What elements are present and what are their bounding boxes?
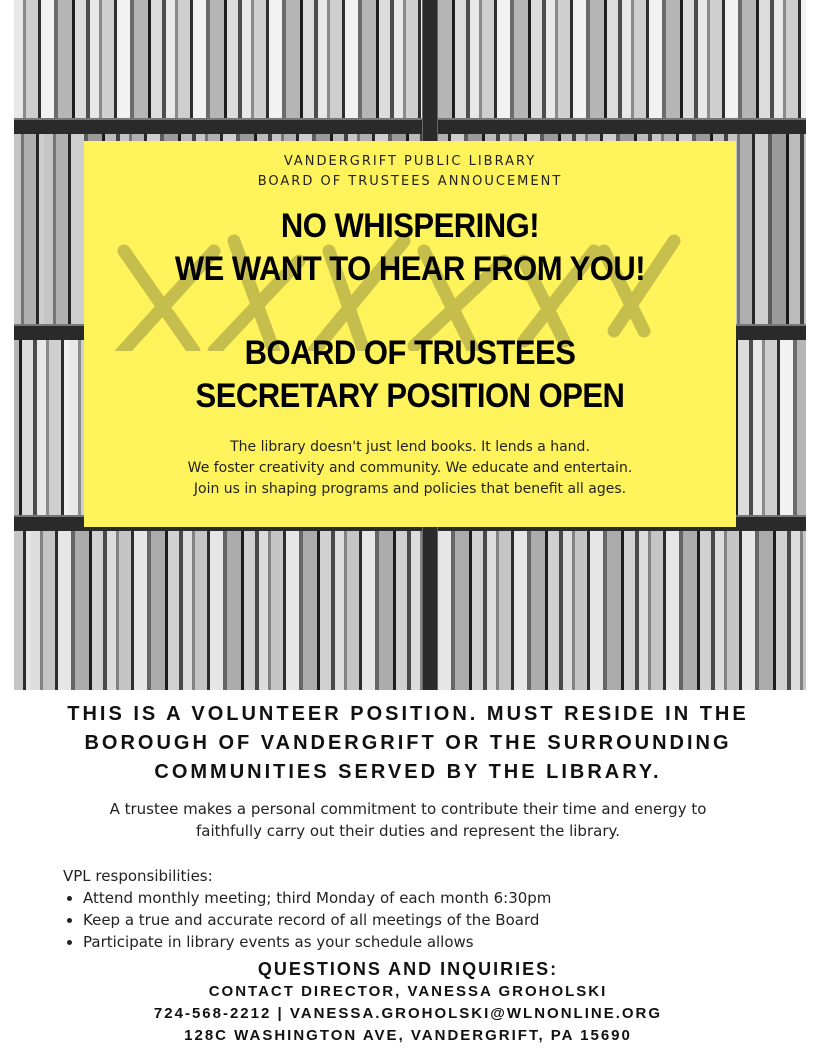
shelf-books (14, 0, 806, 118)
volunteer-line: BOROUGH OF VANDERGRIFT OR THE SURROUNDING (84, 732, 732, 754)
contact-heading: QUESTIONS AND INQUIRIES: (257, 959, 559, 979)
announcement-type: BOARD OF TRUSTEES ANNOUCEMENT (257, 174, 563, 189)
headline: WE WANT TO HEAR FROM YOU! (174, 249, 646, 288)
headline: NO WHISPERING! (280, 206, 540, 245)
card-body-line: We foster creativity and community. We educate and entertain. (187, 460, 633, 476)
contact-section (0, 957, 816, 1047)
position-title: SECRETARY POSITION OPEN (195, 376, 625, 415)
volunteer-notice (0, 700, 816, 787)
card-body-line: Join us in shaping programs and policies that benefit all ages. (193, 481, 627, 497)
contact-director: CONTACT DIRECTOR, VANESSA GROHOLSKI (208, 983, 608, 1000)
list-item: • Participate in library events as your schedule allows (83, 931, 551, 953)
list-item: • Keep a true and accurate record of all meetings of the Board (83, 909, 551, 931)
trustee-line: A trustee makes a personal commitment to contribute their time and energy to (109, 800, 707, 818)
responsibilities-title: VPL responsibilities: (63, 867, 213, 885)
contact-phone-email[interactable]: 724-568-2212 | VANESSA.GROHOLSKI@WLNONLINE.ORG (153, 1005, 663, 1022)
shelf-plank (14, 118, 806, 134)
card-body-line: The library doesn't just lend books. It lends a hand. (230, 439, 590, 455)
list-item: • Attend monthly meeting; third Monday of each month 6:30pm (83, 887, 551, 909)
announcement-card (84, 141, 736, 527)
volunteer-line: COMMUNITIES SERVED BY THE LIBRARY. (154, 761, 662, 783)
trustee-line: faithfully carry out their duties and represent the library. (195, 822, 620, 840)
responsibilities-list (63, 887, 551, 953)
trustee-description (0, 798, 816, 842)
contact-address: 128C WASHINGTON AVE, VANDERGRIFT, PA 15690 (184, 1027, 632, 1044)
volunteer-line: THIS IS A VOLUNTEER POSITION. MUST RESIDE IN THE (67, 703, 749, 725)
org-name: VANDERGRIFT PUBLIC LIBRARY (283, 154, 537, 169)
shelf-books (14, 531, 806, 690)
responsibilities (63, 865, 551, 953)
position-title: BOARD OF TRUSTEES (244, 333, 576, 372)
